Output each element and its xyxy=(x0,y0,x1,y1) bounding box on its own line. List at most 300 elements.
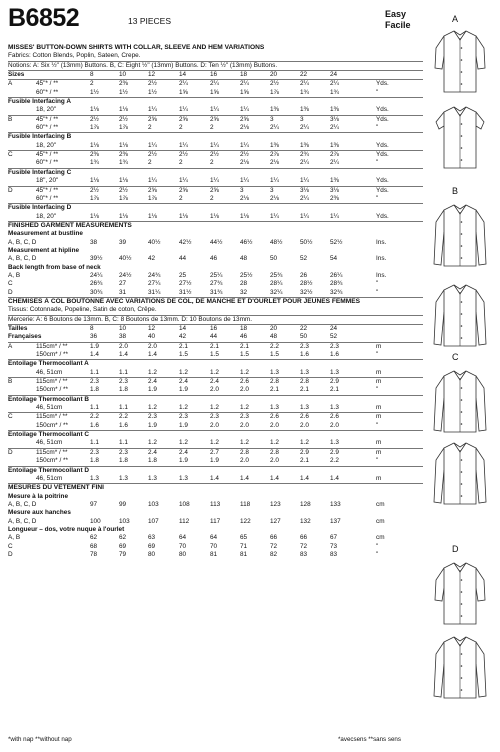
fabric-width: 46, 51cm xyxy=(36,404,63,412)
table-cell: 2.4 xyxy=(148,378,157,386)
table-cell: 46 xyxy=(210,255,218,263)
table-cell: 3 xyxy=(300,115,304,123)
table-cell: 1.9 xyxy=(179,421,188,429)
table-cell: 1.8 xyxy=(90,386,99,394)
table-cell: 27¾ xyxy=(210,280,223,288)
unit-label: " xyxy=(376,457,379,465)
table-cell: 2¼ xyxy=(300,194,309,202)
table-cell: 1⅛ xyxy=(148,212,157,220)
table-cell: 1.2 xyxy=(179,368,188,376)
table-cell: 2 xyxy=(179,194,183,202)
row-label: B xyxy=(8,115,13,123)
table-cell: 2½ xyxy=(119,186,128,194)
header xyxy=(8,6,423,44)
table-cell: 1.3 xyxy=(330,439,339,447)
table-cell: 22 xyxy=(300,71,308,79)
row-label: MISSES' BUTTON-DOWN SHIRTS WITH COLLAR, SLEEVE AND HEM VARIATIONS xyxy=(8,44,265,51)
table-cell: 107 xyxy=(148,517,159,525)
table-cell: 70 xyxy=(210,542,218,550)
table-cell: 1.8 xyxy=(90,457,99,465)
unit-label: Yds. xyxy=(376,80,389,88)
table-cell: 1½ xyxy=(148,88,157,96)
table-cell: 25½ xyxy=(240,271,253,279)
subsection-label xyxy=(8,133,423,141)
table-cell: 1¼ xyxy=(179,141,188,149)
table-row xyxy=(8,142,423,151)
table-cell: 1.3 xyxy=(300,368,309,376)
table-cell: 46 xyxy=(240,333,248,341)
subsection-label xyxy=(8,396,423,404)
table-cell: 1.2 xyxy=(210,404,219,412)
table-cell: 62 xyxy=(119,534,127,542)
table-cell: 2.1 xyxy=(330,386,339,394)
table-cell: 18 xyxy=(240,71,248,79)
table-cell: 2⅝ xyxy=(240,115,249,123)
fabric-width: 115cm* / ** xyxy=(36,448,68,456)
yardage-table xyxy=(8,44,423,559)
table-cell: 78 xyxy=(90,550,98,558)
table-cell: 71 xyxy=(240,542,248,550)
table-cell: 1.3 xyxy=(270,368,279,376)
table-cell: 2⅛ xyxy=(240,124,249,132)
row-label: D xyxy=(8,448,13,456)
table-cell: 2.4 xyxy=(210,378,219,386)
table-cell: 2.0 xyxy=(210,421,219,429)
table-cell: 2.1 xyxy=(300,386,309,394)
subsection-label xyxy=(8,230,423,238)
unit-label: Ins. xyxy=(376,255,387,263)
table-cell: 1⅛ xyxy=(90,212,99,220)
table-cell: 2⅝ xyxy=(179,115,188,123)
table-cell: 1¼ xyxy=(330,212,339,220)
table-cell: 2.0 xyxy=(270,457,279,465)
table-row xyxy=(8,333,423,342)
section-title xyxy=(8,222,423,230)
table-cell: 16 xyxy=(210,71,218,79)
table-cell: 70 xyxy=(179,542,187,550)
unit-label: Yds. xyxy=(376,151,389,159)
table-cell: 2.2 xyxy=(270,342,279,350)
table-cell: 38 xyxy=(90,238,98,246)
unit-label: m xyxy=(376,368,382,376)
table-cell: 1⅛ xyxy=(119,106,128,114)
table-cell: 2.8 xyxy=(270,448,279,456)
table-row xyxy=(8,543,423,551)
subsection-label xyxy=(8,264,423,272)
unit-label: Ins. xyxy=(376,271,387,279)
table-cell: 28 xyxy=(240,280,248,288)
table-cell: 48 xyxy=(240,255,248,263)
table-cell: 2.0 xyxy=(300,421,309,429)
table-row xyxy=(8,213,423,222)
table-row xyxy=(8,124,423,133)
table-cell: 1.2 xyxy=(270,439,279,447)
table-row xyxy=(8,369,423,378)
view-letter: B xyxy=(452,186,459,196)
table-cell: 2 xyxy=(210,124,214,132)
table-cell: 16 xyxy=(210,325,218,332)
table-cell: 2½ xyxy=(210,151,219,159)
table-cell: 1.4 xyxy=(330,474,339,482)
table-row xyxy=(8,534,423,542)
table-cell: 27 xyxy=(119,280,127,288)
table-cell: 1.5 xyxy=(240,351,249,359)
table-cell: 8 xyxy=(90,71,94,79)
table-row xyxy=(8,551,423,559)
row-label: A, B xyxy=(8,534,21,542)
table-cell: 2.9 xyxy=(330,378,339,386)
table-cell: 2 xyxy=(179,124,183,132)
table-cell: 2 xyxy=(148,159,152,167)
difficulty-label xyxy=(385,9,411,31)
table-cell: 1¼ xyxy=(240,141,249,149)
table-cell: 2¾ xyxy=(300,151,309,159)
table-cell: 62 xyxy=(90,534,98,542)
table-cell: 27½ xyxy=(179,280,192,288)
table-cell: 32½ xyxy=(300,288,313,296)
table-cell: 24¼ xyxy=(90,271,103,279)
table-cell: 1⅜ xyxy=(330,106,339,114)
table-cell: 1⅜ xyxy=(270,141,279,149)
table-cell: 52 xyxy=(300,255,308,263)
shirt-illustration xyxy=(432,632,488,709)
table-cell: 25 xyxy=(179,271,187,279)
table-cell: 28½ xyxy=(300,280,313,288)
table-row xyxy=(8,351,423,360)
row-label: Back length from base of neck xyxy=(8,263,101,271)
row-label: MESURES DU VÊTEMENT FINI xyxy=(8,484,104,492)
row-label: A, B xyxy=(8,271,21,279)
table-cell: 122 xyxy=(240,517,251,525)
table-cell: 2.0 xyxy=(240,386,249,394)
subsection-label xyxy=(8,526,423,534)
table-cell: 1⅛ xyxy=(90,177,99,185)
table-cell: 30¾ xyxy=(90,288,103,296)
table-row xyxy=(8,501,423,509)
table-cell: 103 xyxy=(119,517,130,525)
table-cell: 1⅝ xyxy=(179,88,188,96)
table-row xyxy=(8,475,423,484)
row-label: Fusible Interfacing A xyxy=(8,98,71,106)
table-cell: 1.4 xyxy=(240,474,249,482)
table-cell: 1¾ xyxy=(90,159,99,167)
fabric-width: 150cm* / ** xyxy=(36,457,68,465)
table-cell: 99 xyxy=(119,500,127,508)
difficulty-fr: Facile xyxy=(385,20,411,30)
table-cell: 1¼ xyxy=(210,141,219,149)
difficulty-en: Easy xyxy=(385,9,407,19)
row-label: Mercerie: A: 6 Boutons de 13mm. B, C: 8 Boutons de 13mm. D: 10 Boutons de 13mm. xyxy=(8,315,253,323)
subsection-label xyxy=(8,509,423,517)
table-cell: 2.3 xyxy=(148,413,157,421)
table-row xyxy=(8,306,423,315)
table-cell: 2.3 xyxy=(119,378,128,386)
table-cell: 80 xyxy=(148,550,156,558)
table-cell: 137 xyxy=(330,517,341,525)
unit-label: Ins. xyxy=(376,238,387,246)
table-row xyxy=(8,255,423,263)
fabric-width: 45"* / ** xyxy=(36,186,59,194)
table-cell: 67 xyxy=(330,534,338,542)
row-label: Fusible Interfacing D xyxy=(8,204,72,212)
table-cell: 1¾ xyxy=(330,88,339,96)
table-cell: 42 xyxy=(179,333,187,341)
table-cell: 2½ xyxy=(270,80,279,88)
table-cell: 44½ xyxy=(210,238,223,246)
table-row xyxy=(8,195,423,204)
unit-label: Yds. xyxy=(376,186,389,194)
table-cell: 64 xyxy=(210,534,218,542)
unit-label: Yds. xyxy=(376,106,389,114)
table-cell: 1.1 xyxy=(119,368,128,376)
table-cell: 2¼ xyxy=(240,80,249,88)
table-cell: 1.2 xyxy=(179,404,188,412)
table-cell: 1⅞ xyxy=(270,88,279,96)
table-row xyxy=(8,272,423,280)
table-cell: 2¼ xyxy=(330,159,339,167)
table-cell: 2⅝ xyxy=(210,186,219,194)
table-cell: 10 xyxy=(119,71,127,79)
table-cell: 2.0 xyxy=(148,342,157,350)
table-cell: 1.8 xyxy=(119,386,128,394)
table-cell: 1⅞ xyxy=(148,194,157,202)
row-label: Entoilage Thermocollant C xyxy=(8,431,89,439)
table-cell: 2.6 xyxy=(300,413,309,421)
row-label: Tailles xyxy=(8,325,28,332)
unit-label: m xyxy=(376,439,382,447)
table-row xyxy=(8,413,423,421)
table-cell: 20 xyxy=(270,71,278,79)
table-cell: 46½ xyxy=(240,238,253,246)
row-label: Fusible Interfacing B xyxy=(8,133,72,141)
table-cell: 2.4 xyxy=(179,378,188,386)
table-cell: 1⅛ xyxy=(119,141,128,149)
table-cell: 52 xyxy=(330,333,338,341)
table-row xyxy=(8,404,423,413)
table-cell: 1.5 xyxy=(270,351,279,359)
table-cell: 66 xyxy=(270,534,278,542)
section-title xyxy=(8,484,423,492)
table-cell: 1.9 xyxy=(90,342,99,350)
unit-label: " xyxy=(376,542,379,550)
fabric-width: 150cm* / ** xyxy=(36,351,68,359)
table-cell: 69 xyxy=(148,542,156,550)
table-cell: 2.0 xyxy=(330,421,339,429)
table-cell: 1.9 xyxy=(210,457,219,465)
table-cell: 3⅛ xyxy=(330,115,339,123)
unit-label: m xyxy=(376,448,382,456)
table-row xyxy=(8,71,423,80)
table-cell: 64 xyxy=(179,534,187,542)
row-label: Fusible Interfacing C xyxy=(8,168,72,176)
table-cell: 1¼ xyxy=(179,177,188,185)
table-cell: 2⅜ xyxy=(119,151,128,159)
table-cell: 2⅛ xyxy=(240,159,249,167)
table-cell: 2¼ xyxy=(300,159,309,167)
table-cell: 42½ xyxy=(179,238,192,246)
table-cell: 2.6 xyxy=(330,413,339,421)
table-cell: 24 xyxy=(330,71,338,79)
row-label: B xyxy=(8,378,13,386)
unit-label: " xyxy=(376,159,379,167)
table-cell: 2.2 xyxy=(330,457,339,465)
table-cell: 1¼ xyxy=(210,177,219,185)
table-cell: 2.0 xyxy=(119,342,128,350)
table-cell: 81 xyxy=(240,550,248,558)
table-cell: 39½ xyxy=(90,255,103,263)
subsection-label xyxy=(8,360,423,368)
table-cell: 1.1 xyxy=(119,439,128,447)
table-cell: 2½ xyxy=(148,151,157,159)
table-cell: 2.6 xyxy=(240,378,249,386)
table-cell: 1.3 xyxy=(90,474,99,482)
table-cell: 2.3 xyxy=(210,413,219,421)
table-cell: 1.2 xyxy=(148,368,157,376)
table-cell: 133 xyxy=(330,500,341,508)
shirt-illustration xyxy=(432,102,488,179)
table-cell: 103 xyxy=(148,500,159,508)
table-cell: 2⅛ xyxy=(270,194,279,202)
table-row xyxy=(8,343,423,351)
fabric-width: 18", 20" xyxy=(36,177,59,185)
table-cell: 2⅜ xyxy=(119,80,128,88)
table-cell: 31¾ xyxy=(210,288,223,296)
row-label: D xyxy=(8,288,13,296)
table-cell: 1¼ xyxy=(240,177,249,185)
table-cell: 1⅛ xyxy=(240,212,249,220)
row-label: Tissus: Cotonnade, Popeline, Satin de coton, Crêpe. xyxy=(8,306,157,314)
table-cell: 1.6 xyxy=(300,351,309,359)
table-cell: 1.4 xyxy=(300,474,309,482)
table-cell: 20 xyxy=(270,325,278,332)
nap-legend-en: *with nap **without nap xyxy=(8,736,72,743)
table-row xyxy=(8,159,423,168)
table-cell: 1.9 xyxy=(148,386,157,394)
table-cell: 24¾ xyxy=(148,271,161,279)
subsection-label xyxy=(8,431,423,439)
table-cell: 2.1 xyxy=(240,342,249,350)
table-row xyxy=(8,378,423,386)
unit-label: " xyxy=(376,288,379,296)
table-cell: 1¼ xyxy=(240,106,249,114)
view-letter: C xyxy=(452,352,459,362)
table-cell: 2.1 xyxy=(270,386,279,394)
table-cell: 1⅜ xyxy=(300,106,309,114)
table-row xyxy=(8,439,423,448)
table-cell: 10 xyxy=(119,325,127,332)
table-cell: 1.1 xyxy=(90,439,99,447)
table-cell: 2¼ xyxy=(300,80,309,88)
unit-label: " xyxy=(376,88,379,96)
shirt-illustration xyxy=(432,366,488,443)
shirt-illustration xyxy=(432,26,488,103)
table-cell: 2.8 xyxy=(270,378,279,386)
table-row xyxy=(8,449,423,457)
row-label: C xyxy=(8,413,13,421)
table-cell: 2⅛ xyxy=(270,159,279,167)
fabric-width: 46, 51cm xyxy=(36,368,63,376)
table-cell: 1⅛ xyxy=(90,106,99,114)
table-cell: 48 xyxy=(270,333,278,341)
table-cell: 24½ xyxy=(119,271,132,279)
table-cell: 1¼ xyxy=(179,106,188,114)
table-cell: 1⅛ xyxy=(179,212,188,220)
table-cell: 2¼ xyxy=(300,124,309,132)
subsection-label xyxy=(8,467,423,475)
subsection-label xyxy=(8,204,423,212)
subsection-label xyxy=(8,247,423,255)
table-cell: 1⅛ xyxy=(119,177,128,185)
table-cell: 65 xyxy=(240,534,248,542)
table-cell: 8 xyxy=(90,325,94,332)
subsection-label xyxy=(8,98,423,106)
table-cell: 80 xyxy=(179,550,187,558)
row-label: Françaises xyxy=(8,333,42,341)
shirt-illustration xyxy=(432,438,488,515)
fabric-width: 60"* / ** xyxy=(36,194,59,202)
table-cell: 2.3 xyxy=(90,448,99,456)
view-letter: A xyxy=(452,14,459,24)
table-cell: 2⅜ xyxy=(90,151,99,159)
row-label: Mesure aux hanches xyxy=(8,509,71,517)
unit-label: " xyxy=(376,280,379,288)
table-cell: 117 xyxy=(210,517,221,525)
table-cell: 1.3 xyxy=(270,404,279,412)
table-row xyxy=(8,239,423,247)
table-cell: 2.0 xyxy=(240,457,249,465)
table-cell: 2 xyxy=(90,80,94,88)
fabric-width: 18, 20" xyxy=(36,106,57,114)
table-cell: 2.3 xyxy=(240,413,249,421)
table-cell: 2.3 xyxy=(300,342,309,350)
table-cell: 97 xyxy=(90,500,98,508)
row-label: Fabrics: Cotton Blends, Poplin, Sateen, Crepe. xyxy=(8,52,141,60)
row-label: D xyxy=(8,186,13,194)
table-cell: 1.9 xyxy=(179,457,188,465)
table-cell: 83 xyxy=(300,550,308,558)
row-label: Entoilage Thermocollant B xyxy=(8,395,89,403)
table-cell: 1.2 xyxy=(179,439,188,447)
table-cell: 2⅞ xyxy=(270,151,279,159)
table-cell: 82 xyxy=(270,550,278,558)
row-label: D xyxy=(8,550,13,558)
table-cell: 1.1 xyxy=(119,404,128,412)
table-cell: 14 xyxy=(179,71,187,79)
table-cell: 83 xyxy=(330,550,338,558)
table-cell: 1.5 xyxy=(210,351,219,359)
table-cell: 2¼ xyxy=(330,124,339,132)
table-cell: 3 xyxy=(270,115,274,123)
table-cell: 1.2 xyxy=(210,368,219,376)
table-cell: 2¼ xyxy=(179,80,188,88)
table-cell: 2⅞ xyxy=(330,151,339,159)
table-cell: 25¾ xyxy=(270,271,283,279)
fabric-width: 60"* / ** xyxy=(36,159,59,167)
table-cell: 2.3 xyxy=(179,413,188,421)
table-cell: 68 xyxy=(90,542,98,550)
table-cell: 2¼ xyxy=(330,80,339,88)
table-cell: 32¾ xyxy=(330,288,343,296)
row-label: C xyxy=(8,280,13,288)
row-label: Sizes xyxy=(8,71,25,79)
shirt-illustration xyxy=(432,558,488,635)
table-cell: 22 xyxy=(300,325,308,332)
table-cell: 2⅝ xyxy=(179,186,188,194)
table-cell: 127 xyxy=(270,517,281,525)
table-cell: 1¾ xyxy=(300,88,309,96)
table-cell: 2 xyxy=(179,159,183,167)
table-cell: 1.3 xyxy=(179,474,188,482)
